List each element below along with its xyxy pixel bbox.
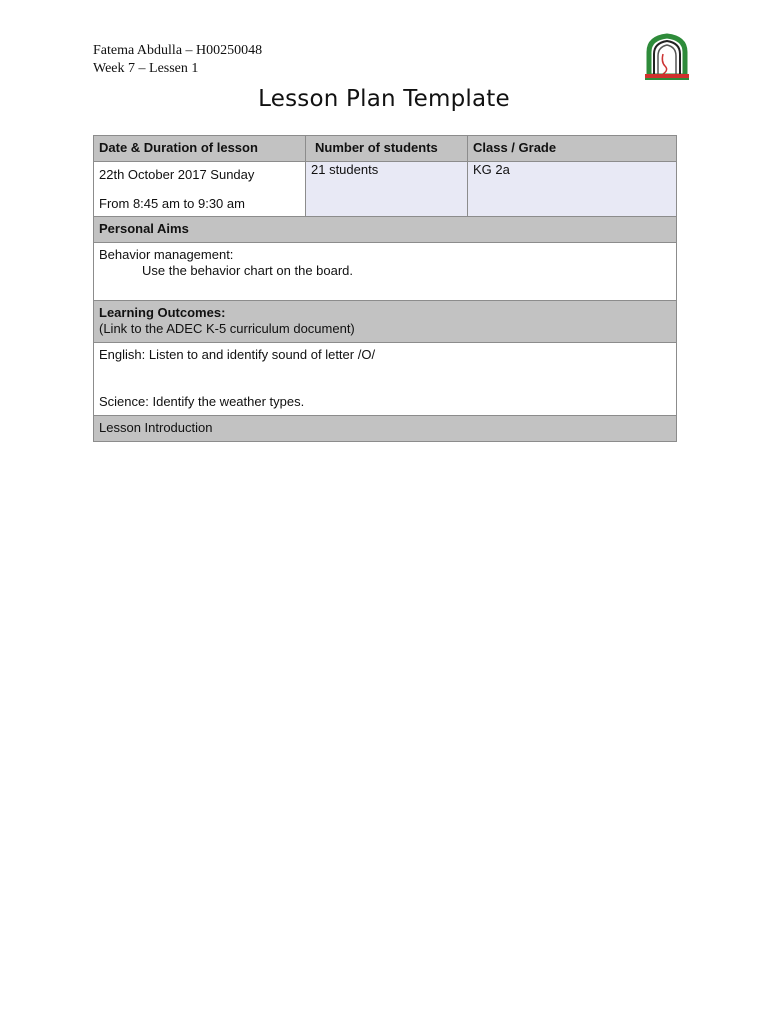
column-header-students: Number of students xyxy=(306,136,468,162)
learning-outcomes-note: (Link to the ADEC K-5 curriculum document) xyxy=(99,321,355,336)
column-header-date: Date & Duration of lesson xyxy=(94,136,306,162)
learning-outcomes-heading: Learning Outcomes: xyxy=(99,305,226,320)
learning-outcomes-header xyxy=(94,301,677,343)
page-title: Lesson Plan Template xyxy=(258,86,510,112)
lesson-plan-table xyxy=(93,135,677,442)
university-logo-icon xyxy=(641,32,693,84)
behavior-heading: Behavior management: xyxy=(99,247,234,262)
document-header xyxy=(93,42,262,78)
author-line: Fatema Abdulla – H00250048 xyxy=(93,43,263,58)
date-line: 22th October 2017 Sunday xyxy=(99,167,255,182)
personal-aims-cell xyxy=(94,243,677,301)
date-duration-cell xyxy=(94,162,306,217)
students-cell: 21 students xyxy=(306,162,468,217)
column-header-class: Class / Grade xyxy=(468,136,677,162)
science-outcome: Science: Identify the weather types. xyxy=(99,394,305,409)
class-grade-cell: KG 2a xyxy=(468,162,677,217)
behavior-detail: Use the behavior chart on the board. xyxy=(142,263,354,278)
learning-outcomes-cell xyxy=(94,343,677,416)
english-outcome: English: Listen to and identify sound of letter /O/ xyxy=(99,347,376,362)
time-line: From 8:45 am to 9:30 am xyxy=(99,196,245,211)
week-line: Week 7 – Lessen 1 xyxy=(93,61,199,76)
lesson-introduction-heading: Lesson Introduction xyxy=(94,416,677,442)
personal-aims-heading: Personal Aims xyxy=(94,217,677,243)
